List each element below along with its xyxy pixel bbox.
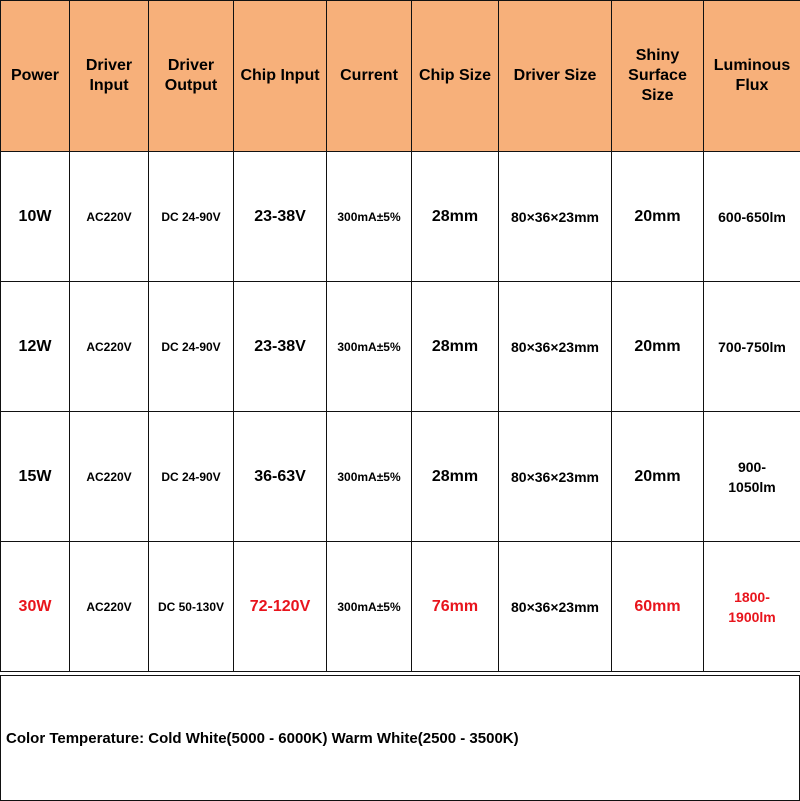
table-row xyxy=(1,282,800,412)
cell-luminous-flux: 1800- 1900lm xyxy=(704,542,800,672)
cell-shiny-surface-size: 20mm xyxy=(612,282,704,412)
cell-driver-input: AC220V xyxy=(70,542,149,672)
cell-driver-size: 80×36×23mm xyxy=(499,542,612,672)
col-header-power: Power xyxy=(1,1,70,152)
cell-chip-input: 36-63V xyxy=(234,412,327,542)
cell-current: 300mA±5% xyxy=(327,282,412,412)
footer-box xyxy=(0,675,800,801)
col-header-driver-output: Driver Output xyxy=(149,1,234,152)
cell-current: 300mA±5% xyxy=(327,152,412,282)
cell-chip-input: 72-120V xyxy=(234,542,327,672)
cell-driver-size: 80×36×23mm xyxy=(499,412,612,542)
cell-shiny-surface-size: 20mm xyxy=(612,152,704,282)
cell-chip-input: 23-38V xyxy=(234,282,327,412)
col-header-driver-input: Driver Input xyxy=(70,1,149,152)
cell-luminous-flux: 600-650lm xyxy=(704,152,800,282)
table-row-highlighted xyxy=(1,542,800,672)
cell-driver-input: AC220V xyxy=(70,152,149,282)
cell-power: 10W xyxy=(1,152,70,282)
cell-driver-output: DC 24-90V xyxy=(149,152,234,282)
cell-chip-size: 28mm xyxy=(412,152,499,282)
color-temperature-note: Color Temperature: Cold White(5000 - 6000K) Warm White(2500 - 3500K) xyxy=(6,730,519,747)
cell-driver-output: DC 24-90V xyxy=(149,282,234,412)
cell-chip-input: 23-38V xyxy=(234,152,327,282)
cell-driver-input: AC220V xyxy=(70,282,149,412)
table-row xyxy=(1,152,800,282)
cell-driver-size: 80×36×23mm xyxy=(499,282,612,412)
cell-driver-output: DC 24-90V xyxy=(149,412,234,542)
table-row xyxy=(1,412,800,542)
cell-current: 300mA±5% xyxy=(327,412,412,542)
cell-chip-size: 28mm xyxy=(412,282,499,412)
header-row xyxy=(1,1,800,152)
cell-power: 30W xyxy=(1,542,70,672)
cell-chip-size: 28mm xyxy=(412,412,499,542)
cell-driver-output: DC 50-130V xyxy=(149,542,234,672)
col-header-chip-input: Chip Input xyxy=(234,1,327,152)
cell-current: 300mA±5% xyxy=(327,542,412,672)
cell-power: 15W xyxy=(1,412,70,542)
col-header-luminous-flux: Luminous Flux xyxy=(704,1,800,152)
cell-shiny-surface-size: 60mm xyxy=(612,542,704,672)
col-header-shiny-surface-size: Shiny Surface Size xyxy=(612,1,704,152)
cell-luminous-flux: 700-750lm xyxy=(704,282,800,412)
cell-power: 12W xyxy=(1,282,70,412)
cell-luminous-flux: 900- 1050lm xyxy=(704,412,800,542)
col-header-driver-size: Driver Size xyxy=(499,1,612,152)
col-header-current: Current xyxy=(327,1,412,152)
cell-driver-input: AC220V xyxy=(70,412,149,542)
cell-shiny-surface-size: 20mm xyxy=(612,412,704,542)
col-header-chip-size: Chip Size xyxy=(412,1,499,152)
cell-driver-size: 80×36×23mm xyxy=(499,152,612,282)
cell-chip-size: 76mm xyxy=(412,542,499,672)
